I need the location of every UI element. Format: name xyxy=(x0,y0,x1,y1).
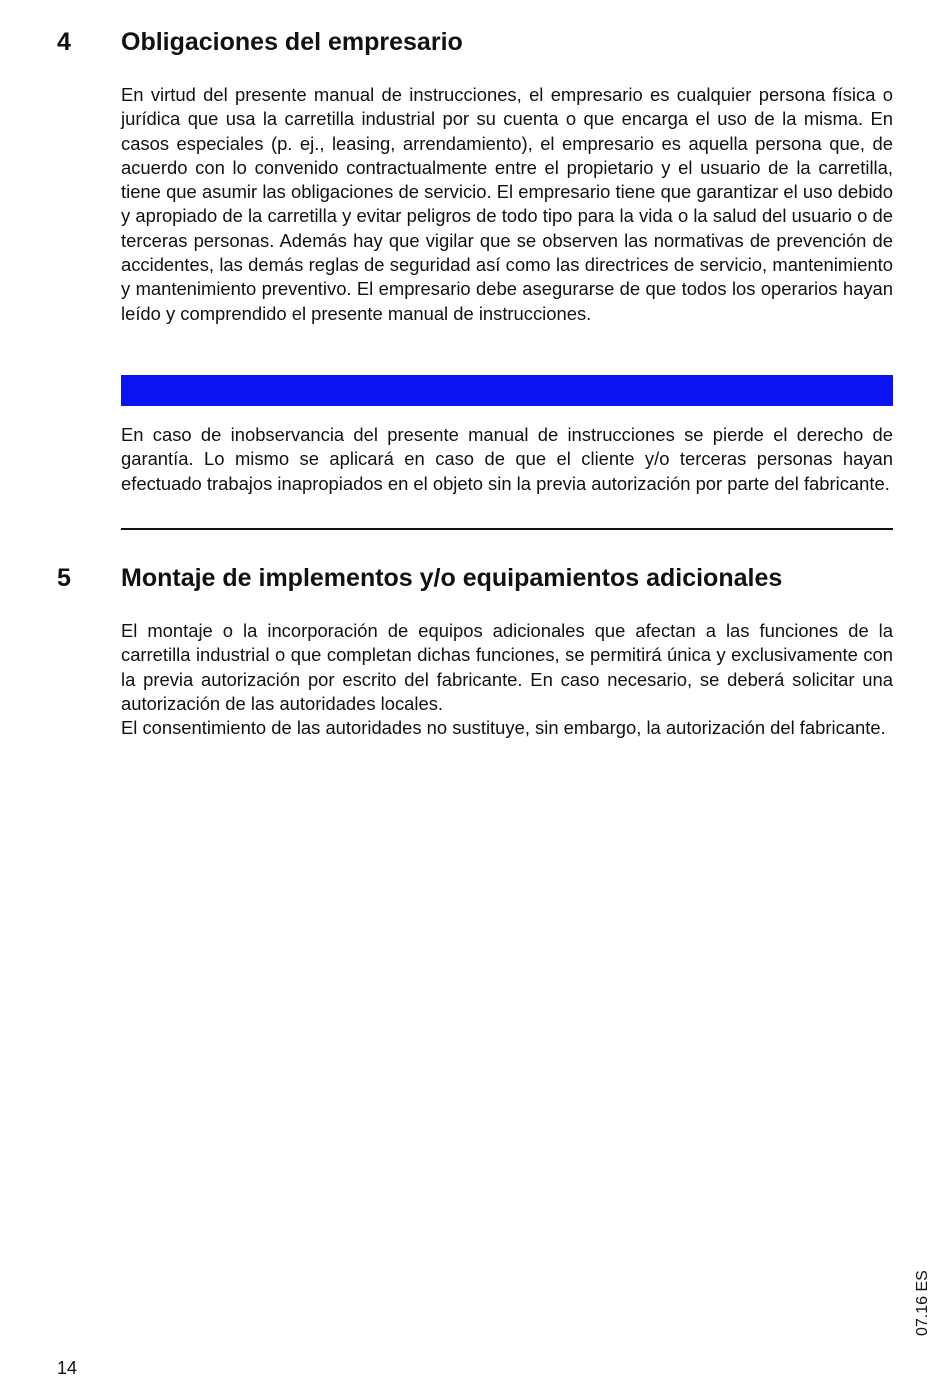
section-5-title: Montaje de implementos y/o equipamientos adicionales xyxy=(121,564,783,592)
section-4-paragraph: En virtud del presente manual de instrucciones, el empresario es cualquier persona física o jurídica que usa la carretilla industrial por su cuenta o que encarga el uso de la misma. En casos especiales (p. ej., leasing, arrendamiento), el empresario es aquella persona que, de acuerdo con lo convenido contractualmente entre el propietario y el usuario de la carretilla, tiene que asumir las obligaciones de servicio. El empresario tiene que garantizar el uso debido y apropiado de la carretilla y evitar peligros de todo tipo para la vida o la salud del usuario o de terceras personas. Además hay que vigilar que se observen las normativas de prevención de accidentes, las demás reglas de seguridad así como las directrices de servicio, mantenimiento y mantenimiento preventivo. El empresario debe asegurarse de que todos los operarios hayan leído y comprendido el presente manual de instrucciones. xyxy=(121,84,893,324)
section-4-title: Obligaciones del empresario xyxy=(121,28,463,56)
section-5-number: 5 xyxy=(57,564,71,592)
section-divider xyxy=(121,528,893,530)
section-5-paragraph-2: El consentimiento de las autoridades no sustituye, sin embargo, la autorización del fabricante. xyxy=(121,717,886,738)
page-number: 14 xyxy=(57,1358,78,1378)
section-5-heading xyxy=(57,563,897,593)
section-4-number: 4 xyxy=(57,28,71,56)
notice-paragraph: En caso de inobservancia del presente manual de instrucciones se pierde el derecho de garantía. Lo mismo se aplicará en caso de que el cliente y/o terceras personas hayan efectuado trabajos inapropiados en el objeto sin la previa autorización por parte del fabricante. xyxy=(121,424,893,494)
section-5-paragraph-1: El montaje o la incorporación de equipos adicionales que afectan a las funciones de la carretilla industrial o que completan dichas funciones, se permitirá única y exclusivamente con la previa autorización por escrito del fabricante. En caso necesario, se deberá solicitar una autorización de las autoridades locales. xyxy=(121,620,893,714)
notice-bar xyxy=(121,375,893,406)
section-4-heading xyxy=(57,27,897,57)
edition-code: 07.16 ES xyxy=(914,1270,931,1336)
